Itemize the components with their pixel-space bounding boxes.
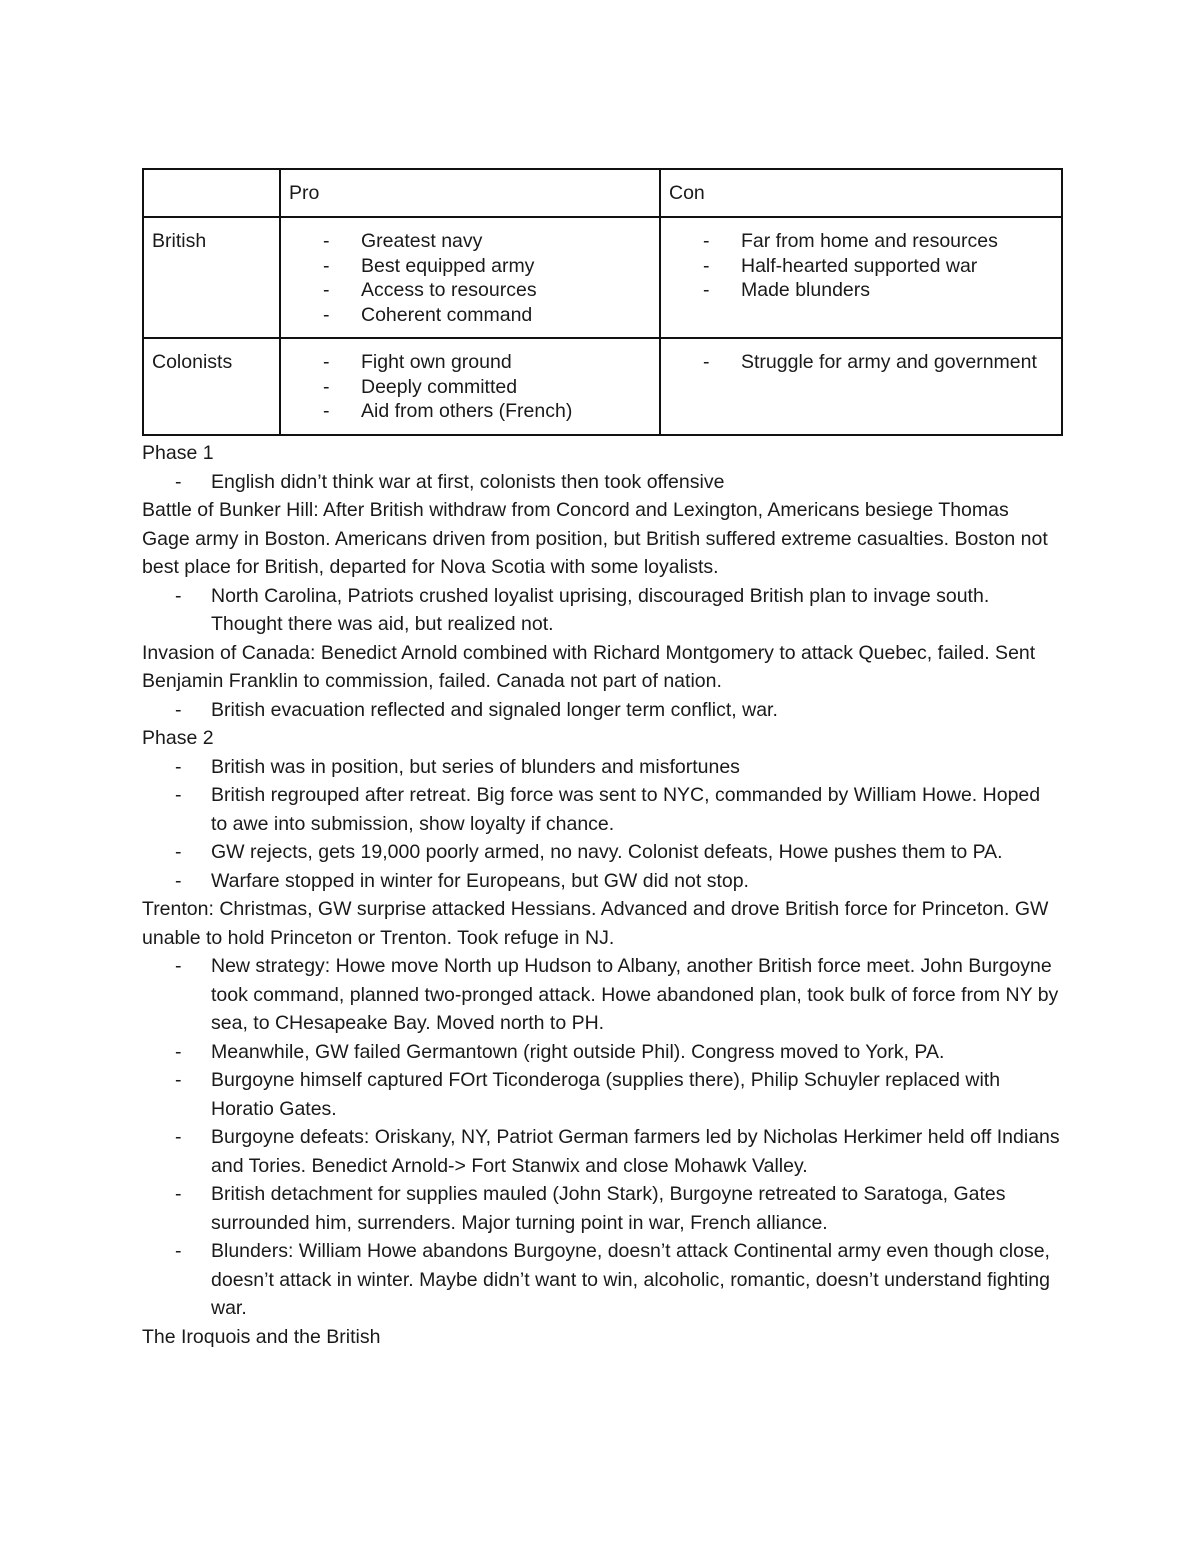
trenton-paragraph: Trenton: Christmas, GW surprise attacked Hessians. Advanced and drove British force for Princeton. GW unable to hold Princeton or Trenton. Took refuge in NJ. (142, 898, 1049, 949)
list-item: - British detachment for supplies mauled (John Stark), Burgoyne retreated to Saratoga, Gates surrounded him, surrenders. Major turning point in war, French alliance. (142, 1180, 1061, 1237)
phase2-heading: Phase 2 (142, 727, 214, 749)
colonists-con-cell (660, 338, 1062, 435)
list-item: - Access to resources (289, 278, 651, 303)
list-item: - Deeply committed (289, 375, 651, 400)
list-item: - Aid from others (French) (289, 399, 651, 424)
table-corner-cell (143, 169, 280, 217)
pro-con-table (142, 168, 1063, 436)
list-item: - Struggle for army and government (669, 350, 1053, 375)
list-item: - Blunders: William Howe abandons Burgoyne, doesn’t attack Continental army even though close, doesn’t attack in winter. Maybe didn’t want to win, alcoholic, romantic, doesn’t understand fighting war. (142, 1237, 1061, 1323)
list-item: - British was in position, but series of blunders and misfortunes (142, 753, 1061, 782)
list-item: - Fight own ground (289, 350, 651, 375)
colonists-pro-cell (280, 338, 660, 435)
colonists-con-list (669, 350, 1053, 375)
iroquois-heading: The Iroquois and the British (142, 1325, 381, 1348)
list-item: - Greatest navy (289, 229, 651, 254)
trenton-list (142, 952, 1061, 1323)
list-item: - GW rejects, gets 19,000 poorly armed, no navy. Colonist defeats, Howe pushes them to PA. (142, 838, 1061, 867)
list-item: - Burgoyne himself captured FOrt Ticonderoga (supplies there), Philip Schuyler replaced with Horatio Gates. (142, 1066, 1061, 1123)
list-item: - Coherent command (289, 303, 651, 328)
british-con-cell (660, 217, 1062, 338)
table-row-british (143, 217, 1062, 338)
pro-header: Pro (280, 169, 660, 217)
notes-body (142, 439, 1061, 1351)
phase1-heading: Phase 1 (142, 442, 214, 464)
document-page (142, 168, 1061, 1351)
canada-paragraph: Invasion of Canada: Benedict Arnold combined with Richard Montgomery to attack Quebec, failed. Sent Benjamin Franklin to commission, failed. Canada not part of nation. (142, 641, 1036, 692)
list-item: - North Carolina, Patriots crushed loyalist uprising, discouraged British plan to invage south. Thought there was aid, but realized not. (142, 582, 1061, 639)
row-label-british: British (143, 217, 280, 338)
list-item: - Best equipped army (289, 254, 651, 279)
row-label-colonists: Colonists (143, 338, 280, 435)
phase1-list (142, 468, 1061, 497)
list-item: - Half-hearted supported war (669, 254, 1053, 279)
list-item: - New strategy: Howe move North up Hudson to Albany, another British force meet. John Burgoyne took command, planned two-pronged attack. Howe abandoned plan, took bulk of force from NY by sea, to CHesapeake Bay. Moved north to PH. (142, 952, 1061, 1038)
colonists-pro-list (289, 350, 651, 424)
canada-list (142, 696, 1061, 725)
phase2-list (142, 753, 1061, 896)
bunker-hill-list (142, 582, 1061, 639)
list-item: - Warfare stopped in winter for Europeans, but GW did not stop. (142, 867, 1061, 896)
table-header-row (143, 169, 1062, 217)
list-item: - English didn’t think war at first, colonists then took offensive (142, 468, 1061, 497)
con-header: Con (660, 169, 1062, 217)
british-pro-cell (280, 217, 660, 338)
british-pro-list (289, 229, 651, 327)
list-item: - Far from home and resources (669, 229, 1053, 254)
list-item: - Meanwhile, GW failed Germantown (right outside Phil). Congress moved to York, PA. (142, 1038, 1061, 1067)
list-item: - British evacuation reflected and signaled longer term conflict, war. (142, 696, 1061, 725)
bunker-hill-paragraph: Battle of Bunker Hill: After British withdraw from Concord and Lexington, Americans besiege Thomas Gage army in Boston. Americans driven from position, but British suffered extreme casualties. Boston not best place for British, departed for Nova Scotia with some loyalists. (142, 499, 1048, 578)
list-item: - Made blunders (669, 278, 1053, 303)
list-item: - Burgoyne defeats: Oriskany, NY, Patriot German farmers led by Nicholas Herkimer held off Indians and Tories. Benedict Arnold-> Fort Stanwix and close Mohawk Valley. (142, 1123, 1061, 1180)
table-row-colonists (143, 338, 1062, 435)
list-item: - British regrouped after retreat. Big force was sent to NYC, commanded by William Howe. Hoped to awe into submission, show loyalty if chance. (142, 781, 1061, 838)
british-con-list (669, 229, 1053, 303)
